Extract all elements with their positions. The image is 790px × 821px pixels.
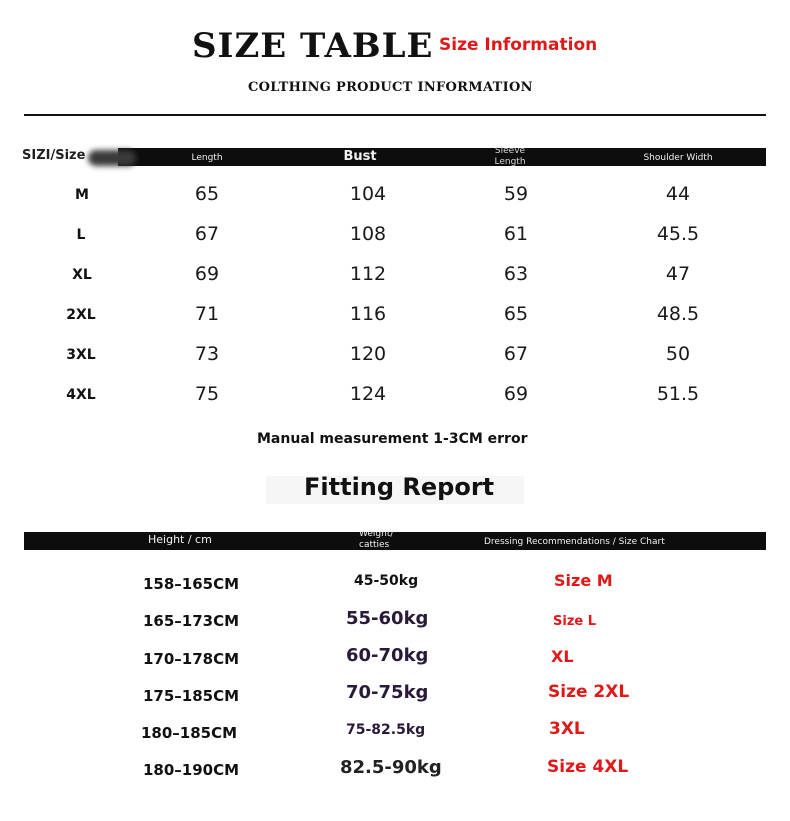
col-header-weight-line2: catties <box>359 540 390 550</box>
sleeve-value: 69 <box>503 383 529 405</box>
col-header-sleeve-line1: Sleeve <box>494 146 526 156</box>
bust-value: 116 <box>349 303 387 325</box>
bust-value: 124 <box>349 383 387 405</box>
weight-range: 60-70kg <box>346 645 429 666</box>
col-header-weight-line1: Weight/ <box>359 529 394 539</box>
length-value: 71 <box>194 303 220 325</box>
shoulder-value: 50 <box>665 343 691 365</box>
height-range: 180–190CM <box>143 761 240 779</box>
size-recommendation: Size L <box>553 614 597 629</box>
shoulder-value: 48.5 <box>656 303 700 325</box>
sleeve-value: 61 <box>503 223 529 245</box>
length-value: 65 <box>194 183 220 205</box>
bust-value: 108 <box>349 223 387 245</box>
height-range: 158–165CM <box>143 575 240 593</box>
header-blur-mark <box>88 150 136 166</box>
page-subtitle: COLTHING PRODUCT INFORMATION <box>248 80 533 95</box>
fitting-report-title: Fitting Report <box>304 473 495 501</box>
height-range: 170–178CM <box>143 650 240 668</box>
col-header-weight <box>359 529 393 551</box>
size-label: M <box>75 187 89 203</box>
sleeve-value: 59 <box>503 183 529 205</box>
col-header-length: Length <box>191 153 223 163</box>
size-recommendation: Size M <box>554 571 613 590</box>
size-label: XL <box>72 267 92 283</box>
size-label: 3XL <box>66 347 96 363</box>
col-header-size: SIZI/Size <box>22 148 86 163</box>
weight-range: 45-50kg <box>354 573 419 589</box>
length-value: 73 <box>194 343 220 365</box>
length-value: 69 <box>194 263 220 285</box>
measurement-note: Manual measurement 1-3CM error <box>257 431 528 447</box>
size-recommendation: XL <box>551 647 574 666</box>
size-label: 2XL <box>66 307 96 323</box>
size-recommendation: Size 4XL <box>547 757 629 777</box>
col-header-height: Height / cm <box>148 533 212 546</box>
height-range: 175–185CM <box>143 687 240 705</box>
size-recommendation: Size 2XL <box>548 682 630 702</box>
size-information-label: Size Information <box>439 35 598 55</box>
col-header-shoulder-width: Shoulder Width <box>643 153 713 163</box>
weight-range: 55-60kg <box>346 608 429 629</box>
col-header-recommendations: Dressing Recommendations / Size Chart <box>484 537 665 547</box>
weight-range: 70-75kg <box>346 682 429 703</box>
size-recommendation: 3XL <box>549 719 585 739</box>
bust-value: 104 <box>349 183 387 205</box>
page-title: SIZE TABLE <box>192 26 434 66</box>
weight-range: 75-82.5kg <box>346 722 426 738</box>
sleeve-value: 65 <box>503 303 529 325</box>
shoulder-value: 45.5 <box>656 223 700 245</box>
col-header-bust: Bust <box>343 149 377 164</box>
shoulder-value: 51.5 <box>656 383 700 405</box>
weight-range: 82.5-90kg <box>340 757 442 778</box>
sleeve-value: 63 <box>503 263 529 285</box>
length-value: 67 <box>194 223 220 245</box>
bust-value: 120 <box>349 343 387 365</box>
length-value: 75 <box>194 383 220 405</box>
size-label: 4XL <box>66 387 96 403</box>
height-range: 165–173CM <box>143 612 240 630</box>
col-header-sleeve-length <box>494 146 525 168</box>
col-header-sleeve-line2: Length <box>494 157 526 167</box>
shoulder-value: 44 <box>665 183 691 205</box>
shoulder-value: 47 <box>665 263 691 285</box>
bust-value: 112 <box>349 263 387 285</box>
divider <box>24 114 766 116</box>
sleeve-value: 67 <box>503 343 529 365</box>
size-label: L <box>76 227 86 243</box>
height-range: 180–185CM <box>141 724 238 742</box>
